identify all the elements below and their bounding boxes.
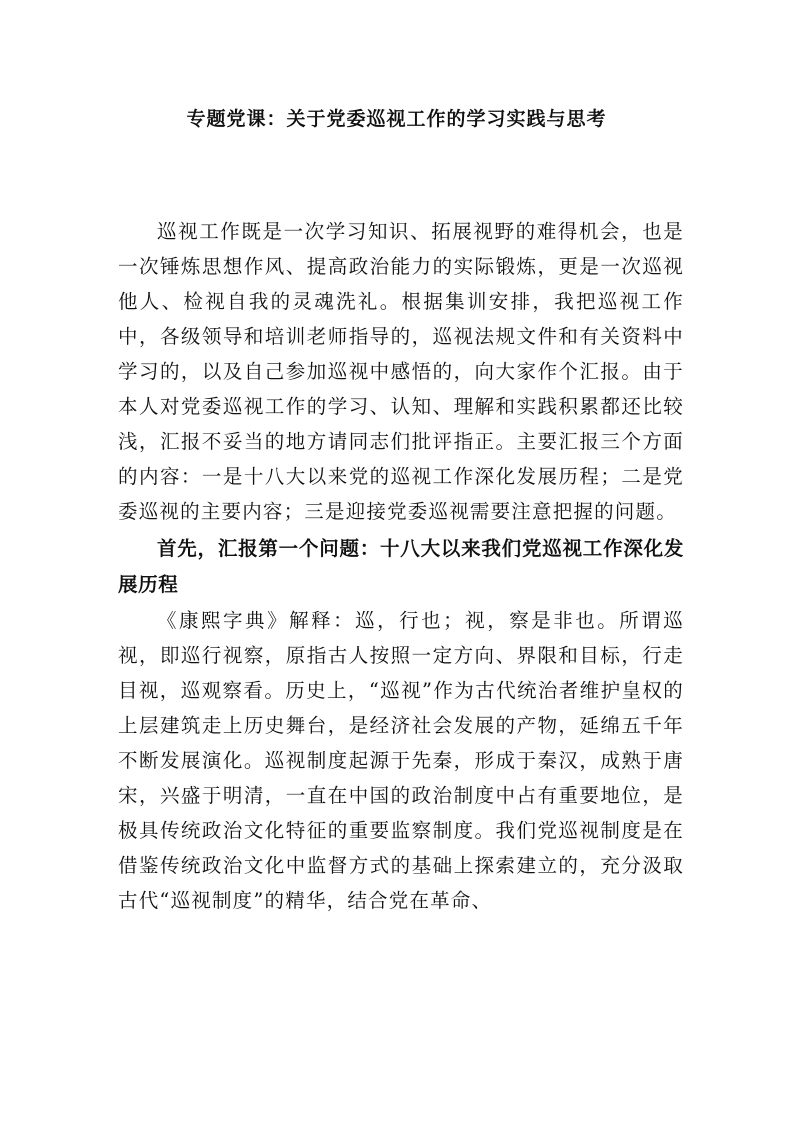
body-paragraph-history: 《康熙字典》解释：巡，行也；视，察是非也。所谓巡视，即巡行视察，原指古人按照一定方向、界限和目标，行走目视，巡观察看。历史上，“巡视”作为古代统治者维护皇权的上层建筑走上历史舞台，是经济社会发展的产物，延绵五千年不断发展演化。巡视制度起源于先秦，形成于秦汉，成熟于唐宋，兴盛于明清，一直在中国的政治制度中占有重要地位，是极具传统政治文化特征的重要监察制度。我们党巡视制度是在借鉴传统政治文化中监督方式的基础上探索建立的，充分汲取古代“巡视制度”的精华，结合党在革命、 bbox=[118, 609, 684, 912]
document-body bbox=[118, 214, 684, 918]
body-paragraph-intro: 巡视工作既是一次学习知识、拓展视野的难得机会，也是一次锤炼思想作风、提高政治能力的实际锻炼，更是一次巡视他人、检视自我的灵魂洗礼。根据集训安排，我把巡视工作中，各级领导和培训老师指导的，巡视法规文件和有关资料中学习的，以及自己参加巡视中感悟的，向大家作个汇报。由于本人对党委巡视工作的学习、认知、理解和实践积累都还比较浅，汇报不妥当的地方请同志们批评指正。主要汇报三个方面的内容：一是十八大以来党的巡视工作深化发展历程；二是党委巡视的主要内容；三是迎接党委巡视需要注意把握的问题。 bbox=[118, 220, 684, 523]
section-heading-1: 首先，汇报第一个问题：十八大以来我们党巡视工作深化发展历程 bbox=[118, 537, 684, 596]
document-title: 专题党课：关于党委巡视工作的学习实践与思考 bbox=[186, 108, 607, 130]
